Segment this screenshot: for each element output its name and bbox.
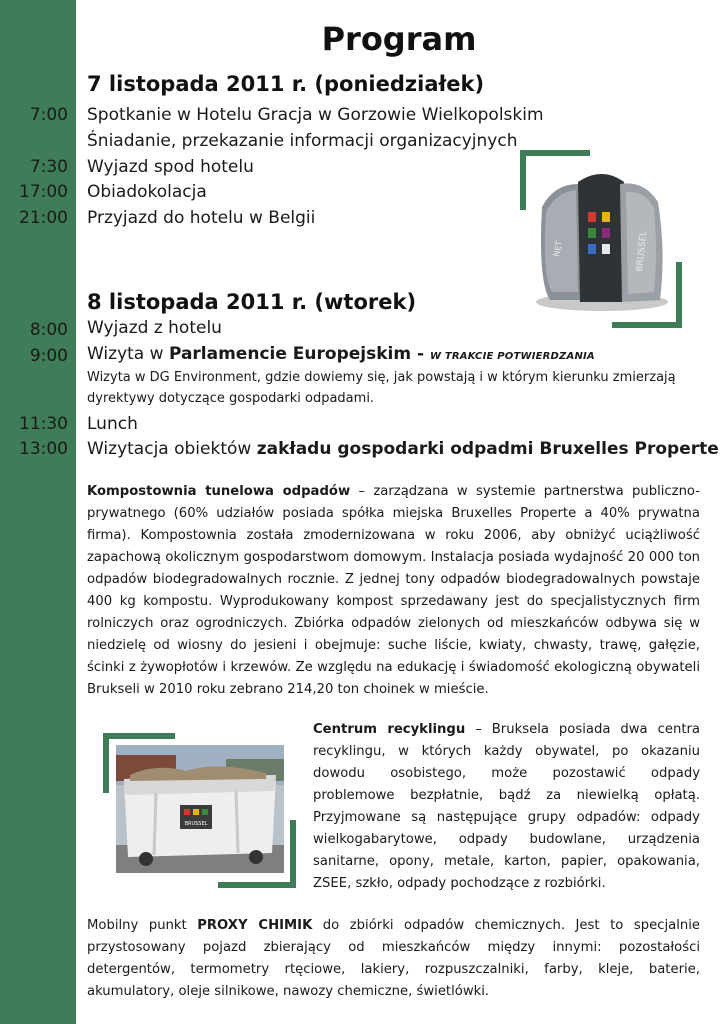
day1-item-5: Przyjazd do hotelu w Belgii bbox=[87, 208, 316, 228]
frame2-corner-top-left bbox=[103, 733, 109, 793]
day2-item-3b: dyrektywy dotyczące gospodarki odpadami. bbox=[87, 391, 375, 406]
facility-name: zakładu gospodarki odpadmi Bruxelles Properte bbox=[256, 439, 719, 459]
day2-time-2: 9:00 bbox=[29, 346, 68, 366]
frame-corner-bottom-right bbox=[676, 262, 682, 328]
day1-time-1: 7:00 bbox=[29, 105, 68, 125]
day1-time-5: 21:00 bbox=[19, 208, 68, 228]
page-title: Program bbox=[321, 20, 477, 58]
frame-corner-bottom bbox=[612, 322, 682, 328]
frame2-corner-bottom bbox=[218, 882, 296, 888]
compost-paragraph bbox=[87, 481, 700, 701]
day2-time-5: 13:00 bbox=[19, 439, 68, 459]
inspection-prefix: Wizytacja obiektów bbox=[87, 439, 257, 459]
proxy-text: do zbiórki odpadów chemicznych. Jest to specjalnie przystosowany pojazd zbierający od mieszkańców między innymi: pozostałości detergentów, termometry rtęciowe, lakiery, rozpuszczalniki, farby, kleje, baterie, akumulatory, oleje silnikowe, nawozy chemiczne, świetlówki. bbox=[87, 918, 700, 999]
recycling-text: – Bruksela posiada dwa centra recyklingu, w których każdy obywatel, po okazaniu dowodu osobistego, może pozostawić odpady problemowe bezpłatnie, bądź za niewielką opłatą. Przyjmowane są następujące grupy odpadów: odpady wielkogabarytowe, odpady budowlane, urządzenia sanitarne, opony, metale, karton, papier, opakowania, ZSEE, szkło, odpady pochodzące z rozbiórki. bbox=[313, 722, 700, 891]
frame2-corner-top bbox=[103, 733, 175, 739]
compost-title: Kompostownia tunelowa odpadów bbox=[87, 484, 351, 499]
proxy-name: PROXY CHIMIK bbox=[197, 918, 313, 933]
day2-item-2 bbox=[87, 344, 595, 364]
parliament-name: Parlamencie Europejskim - bbox=[168, 344, 430, 364]
frame-corner-top bbox=[520, 150, 590, 156]
day2-item-5 bbox=[87, 439, 719, 459]
day2-item-3a: Wizyta w DG Environment, gdzie dowiemy się, jak powstają i w którym kierunku zmierzają bbox=[87, 370, 676, 385]
recycling-bins-photo bbox=[532, 162, 672, 317]
recycling-paragraph bbox=[313, 719, 700, 895]
pending-confirmation-note: W TRAKCIE POTWIERDZANIA bbox=[429, 351, 595, 362]
day2-heading: 8 listopada 2011 r. (wtorek) bbox=[87, 290, 417, 314]
day1-item-2: Śniadanie, przekazanie informacji organizacyjnych bbox=[87, 131, 518, 151]
day1-time-4: 17:00 bbox=[19, 182, 68, 202]
proxy-prefix: Mobilny punkt bbox=[87, 918, 198, 933]
frame2-corner-bottom-right bbox=[290, 820, 296, 888]
bin-label-brussel: BRUSSEL bbox=[635, 230, 650, 273]
day1-item-3: Wyjazd spod hotelu bbox=[87, 157, 254, 177]
recycling-title: Centrum recyklingu bbox=[313, 722, 466, 737]
container-photo bbox=[116, 745, 284, 873]
day2-item-4: Lunch bbox=[87, 414, 138, 434]
visit-prefix: Wizyta w bbox=[87, 344, 169, 364]
day1-time-3: 7:30 bbox=[29, 157, 68, 177]
proxy-paragraph bbox=[87, 915, 700, 1003]
day2-time-1: 8:00 bbox=[29, 320, 68, 340]
green-sidebar bbox=[0, 0, 76, 1024]
day2-time-4: 11:30 bbox=[19, 414, 68, 434]
day1-item-4: Obiadokolacja bbox=[87, 182, 207, 202]
frame-corner-top-left bbox=[520, 150, 526, 210]
bin-label-net: NET bbox=[552, 240, 564, 258]
day1-item-1: Spotkanie w Hotelu Gracja w Gorzowie Wielkopolskim bbox=[87, 105, 544, 125]
day1-heading: 7 listopada 2011 r. (poniedziałek) bbox=[87, 72, 485, 96]
container-label-brussel: BRUSSEL bbox=[184, 821, 208, 827]
compost-text: – zarządzana w systemie partnerstwa publiczno-prywatnego (60% udziałów posiada spółka miejska Bruxelles Properte a 40% prywatna firma). Kompostownia została zmodernizowana w roku 2006, aby obniżyć uciążliwość zapachową okolicznym gospodarstwom domowym. Instalacja posiada wydajność 20 000 ton odpadów biodegradowalnych rocznie. Z jednej tony odpadów biodegradowalnych powstaje 400 kg kompostu. Wyprodukowany kompost sprzedawany jest do specjalistycznych firm rolniczych oraz ogrodniczych. Zbiórka odpadów zielonych od mieszkańców odbywa się w niedzielę od wiosny do jesieni i obejmuje: suche liście, kwiaty, chwasty, trawę, gałęzie, ścinki z żywopłotów i krzewów. Ze względu na edukację i świadomość ekologiczną obywateli Brukseli w 2010 roku zebrano 214,20 ton choinek w mieście. bbox=[87, 484, 700, 697]
day2-item-1: Wyjazd z hotelu bbox=[87, 318, 222, 338]
